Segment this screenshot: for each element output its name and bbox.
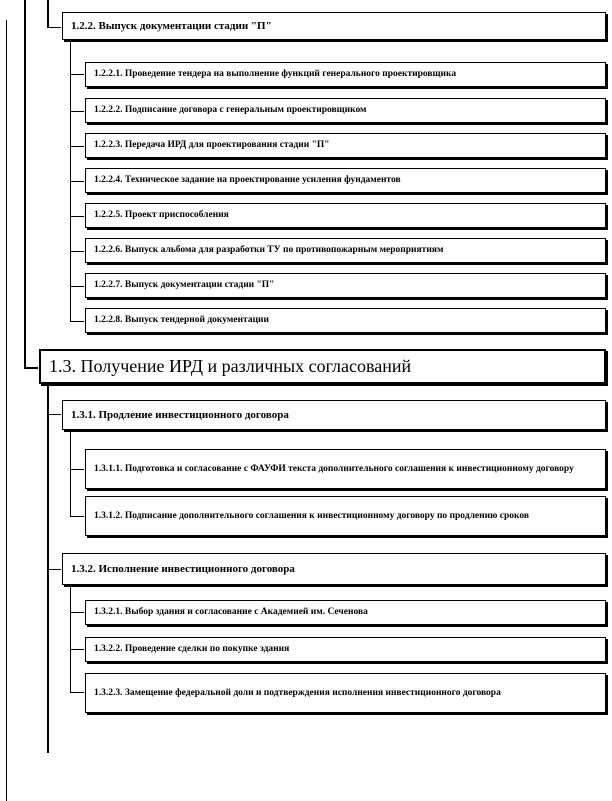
level3-connector-line-1-3-2 xyxy=(70,585,71,693)
connector-1-3-2-3 xyxy=(70,692,84,693)
level1-connector-line xyxy=(24,0,26,368)
connector-1-2-2 xyxy=(47,27,61,28)
connector-1-3-1-2 xyxy=(70,516,84,517)
node-1-2-2-6: 1.2.2.6. Выпуск альбома для разработки ТУ по противопожарным мероприятиям xyxy=(85,238,606,263)
node-1-3-2-3: 1.3.2.3. Замещение федеральной доли и подтверждения исполнения инвестиционного договора xyxy=(85,673,606,713)
outer-connector-line xyxy=(6,20,7,801)
node-1-2-2-3: 1.2.2.3. Передача ИРД для проектирования стадии "П" xyxy=(85,133,606,158)
node-1-2-2: 1.2.2. Выпуск документации стадии "П" xyxy=(62,12,606,40)
node-1-2-2-8: 1.2.2.8. Выпуск тендерной документации xyxy=(85,308,606,333)
node-1-2-2-7: 1.2.2.7. Выпуск документации стадии "П" xyxy=(85,273,606,298)
node-1-3-1-2: 1.3.1.2. Подписание дополнительного соглашения к инвестиционному договору по продлению сроков xyxy=(85,496,606,536)
node-1-2-2-5: 1.2.2.5. Проект приспособления xyxy=(85,203,606,228)
connector-1-3-2-1 xyxy=(70,612,84,613)
connector-1-2-2-1 xyxy=(70,74,84,75)
level3-connector-line-top xyxy=(70,38,71,321)
connector-1-3-2 xyxy=(47,569,61,570)
node-1-3-2-1: 1.3.2.1. Выбор здания и согласование с Академией им. Сеченова xyxy=(85,600,606,625)
level2-connector-line-top xyxy=(47,0,49,28)
level3-connector-line-1-3-1 xyxy=(70,430,71,516)
node-1-3-2: 1.3.2. Исполнение инвестиционного договора xyxy=(62,553,606,585)
connector-1-3-1 xyxy=(47,414,61,415)
connector-1-2-2-4 xyxy=(70,181,84,182)
level2-connector-line-bottom xyxy=(47,383,49,753)
connector-1-3-1-1 xyxy=(70,469,84,470)
node-1-2-2-2: 1.2.2.2. Подписание договора с генеральным проектировщиком xyxy=(85,98,606,123)
connector-1-3-2-2 xyxy=(70,649,84,650)
node-1-3: 1.3. Получение ИРД и различных согласований xyxy=(39,349,606,384)
connector-1-2-2-6 xyxy=(70,251,84,252)
node-1-2-2-4: 1.2.2.4. Техническое задание на проектирование усиления фундаментов xyxy=(85,168,606,193)
connector-1-3 xyxy=(24,367,38,369)
connector-1-2-2-5 xyxy=(70,216,84,217)
connector-1-2-2-3 xyxy=(70,146,84,147)
node-1-3-1: 1.3.1. Продление инвестиционного договора xyxy=(62,400,606,430)
node-1-3-1-1: 1.3.1.1. Подготовка и согласование с ФАУФИ текста дополнительного соглашения к инвестиционному договору xyxy=(85,449,606,489)
connector-1-2-2-7 xyxy=(70,286,84,287)
node-1-2-2-1: 1.2.2.1. Проведение тендера на выполнение функций генерального проектировщика xyxy=(85,62,606,87)
connector-1-2-2-8 xyxy=(70,321,84,322)
node-1-3-2-2: 1.3.2.2. Проведение сделки по покупке здания xyxy=(85,637,606,662)
connector-1-2-2-2 xyxy=(70,111,84,112)
